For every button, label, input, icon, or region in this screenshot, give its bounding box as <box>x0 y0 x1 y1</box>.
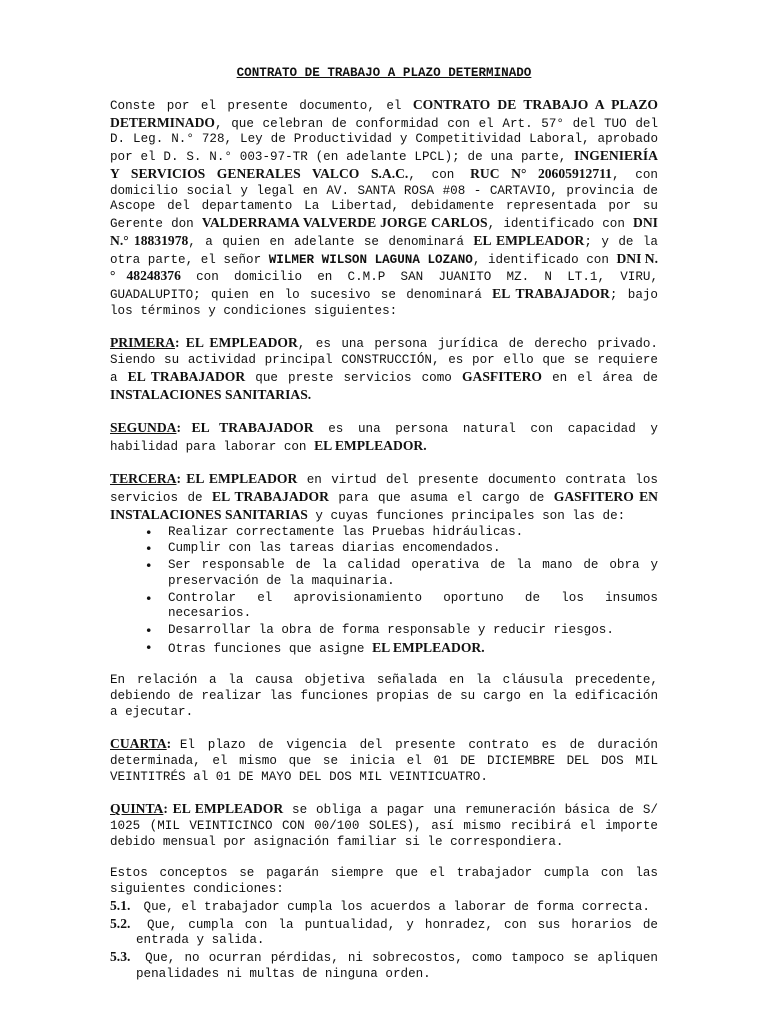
bullet-icon: • <box>145 524 153 540</box>
clause-text: El plazo de vigencia del presente contrato es de duración determinada, el mismo que se inicia el 01 DE DICIEMBRE DEL DOS MIL VEINTITRÉS al 01 DE MAYO DEL DOS MIL VEINTICUATRO. <box>110 738 658 784</box>
conditions-intro: Estos conceptos se pagarán siempre que el trabajador cumpla con las siguientes condiciones: <box>110 866 658 896</box>
worker-dni: DNI N.° 48248376 <box>110 250 658 284</box>
function-text: Otras funciones que asigne <box>168 641 373 656</box>
job-title: GASFITERO <box>461 368 543 384</box>
bullet-icon: • <box>145 558 153 573</box>
clause-text: en el área de <box>542 370 658 385</box>
employer-term: EL EMPLEADOR <box>185 335 298 351</box>
list-item <box>110 525 658 541</box>
condition-text: Que, el trabajador cumpla los acuerdos a laborar de forma correcta. <box>136 899 650 914</box>
worker-term: EL TRABAJADOR <box>212 489 329 504</box>
function-text: Desarrollar la obra de forma responsable y reducir riesgos. <box>168 623 614 637</box>
clause-text: es una persona natural con capacidad y habilidad para laborar con <box>110 422 658 454</box>
clause-primera <box>110 335 658 404</box>
list-item <box>110 949 658 983</box>
function-text: Cumplir con las tareas diarias encomendados. <box>168 541 501 556</box>
condition-text: Que, no ocurran pérdidas, ni sobrecostos, como tampoco se apliquen penalidades ni multas de ninguna orden. <box>136 951 658 981</box>
intro-text: , con domicilio social y legal en AV. SANTA ROSA #08 - CARTAVIO, provincia de Ascope del departamento La Libertad, debidamente representada por su Gerente don <box>110 167 658 231</box>
list-item <box>110 541 658 557</box>
clause-cuarta <box>110 736 658 785</box>
clause-label: PRIMERA <box>110 335 175 351</box>
item-number: 5.3. <box>110 949 131 964</box>
clause-quinta <box>110 801 658 850</box>
clause-segunda <box>110 420 658 456</box>
clause-colon: : <box>176 471 187 487</box>
manager-dni: DNI N.° 18831978 <box>110 215 658 248</box>
clause-label: SEGUNDA <box>110 420 177 435</box>
item-number: 5.2. <box>110 915 131 931</box>
contract-page <box>110 66 658 983</box>
manager-name: VALDERRAMA VALVERDE JORGE CARLOS <box>201 215 488 230</box>
employer-term: EL EMPLEADOR. <box>372 639 485 655</box>
intro-text: ; bajo los términos y condiciones siguientes: <box>110 288 658 318</box>
employer-term: EL EMPLEADOR. <box>314 437 427 453</box>
clause-text: en virtud del presente documento contrata los servicios de <box>110 473 658 505</box>
job-title: GASFITERO EN INSTALACIONES SANITARIAS <box>110 489 658 522</box>
item-number: 5.1. <box>110 897 131 913</box>
list-item <box>110 898 658 916</box>
employer-term: EL EMPLEADOR <box>473 232 585 248</box>
intro-text: con domicilio en C.M.P SAN JUANITO MZ. N LT.1, VIRU, GUADALUPITO; quien en lo sucesivo se denominará <box>110 270 658 302</box>
clause-label: CUARTA <box>110 736 167 752</box>
worker-term: EL TRABAJADOR <box>492 286 610 301</box>
list-item <box>110 916 658 950</box>
clause-label: TERCERA <box>110 471 177 487</box>
contract-type: CONTRATO DE TRABAJO A PLAZO DETERMINADO <box>110 96 658 130</box>
clause-text: para que asuma el cargo de <box>328 491 554 505</box>
causa-objetiva-paragraph: En relación a la causa objetiva señalada en la cláusula precedente, debiendo de realizar las funciones propias de su cargo en la edificación a ejecutar. <box>110 673 658 719</box>
conditions-list <box>110 898 658 983</box>
intro-text: ; y de la otra parte, el señor <box>110 234 658 267</box>
clause-colon: : <box>166 736 180 752</box>
clause-text: , es una persona jurídica de derecho privado. Siendo su actividad principal CONSTRUCCIÓN, es por ello que se requiere a <box>110 337 658 385</box>
list-item <box>110 558 658 590</box>
clause-text: y cuyas funciones principales son las de: <box>307 508 626 523</box>
clause-colon: : <box>174 335 186 351</box>
document-title: CONTRATO DE TRABAJO A PLAZO DETERMINADO <box>236 66 532 80</box>
worker-name: WILMER WILSON LAGUNA LOZANO <box>268 252 473 267</box>
intro-text: , con <box>408 167 471 182</box>
clause-label: QUINTA <box>110 801 164 817</box>
clause-colon: : <box>163 801 173 817</box>
employer-ruc: RUC N° 20605912711 <box>470 165 612 181</box>
work-area: INSTALACIONES SANITARIAS. <box>110 386 312 402</box>
list-item <box>110 640 658 658</box>
employer-company-name: INGENIERÍA Y SERVICIOS GENERALES VALCO S.A.C. <box>110 148 658 181</box>
intro-text: , que celebran de conformidad con el Art. 57° del TUO del D. Leg. N.° 728, Ley de Productividad y Competitividad Laboral, aprobado por el D. S. N.° 003-97-TR (en adelante LPCL); de una parte, <box>110 116 658 164</box>
list-item <box>110 591 658 623</box>
worker-term: EL TRABAJADOR <box>127 368 246 384</box>
bullet-icon: • <box>145 623 153 638</box>
bullet-icon: • <box>145 639 153 655</box>
clause-colon: : <box>176 420 192 435</box>
clause-tercera <box>110 471 658 524</box>
intro-text: , identificado con <box>472 252 617 267</box>
intro-paragraph <box>110 97 658 320</box>
employer-term: EL EMPLEADOR <box>172 801 284 817</box>
intro-text: , identificado con <box>487 217 634 231</box>
bullet-icon: • <box>145 541 153 557</box>
condition-text: Que, cumpla con la puntualidad, y honradez, con sus horarios de entrada y salida. <box>136 917 658 948</box>
bullet-icon: • <box>145 590 153 606</box>
worker-term: EL TRABAJADOR <box>191 420 314 435</box>
employer-term: EL EMPLEADOR <box>186 471 298 487</box>
intro-text: , a quien en adelante se denominará <box>188 234 474 249</box>
functions-list <box>110 525 658 658</box>
clause-text: que preste servicios como <box>245 370 462 385</box>
intro-text: Conste por el presente documento, el <box>110 98 413 113</box>
function-text: Controlar el aprovisionamiento oportuno de los insumos necesarios. <box>168 590 658 621</box>
function-text: Ser responsable de la calidad operativa de la mano de obra y preservación de la maquinaria. <box>168 558 658 588</box>
function-text: Realizar correctamente las Pruebas hidráulicas. <box>168 524 524 539</box>
list-item <box>110 623 658 639</box>
clause-text: se obliga a pagar una remuneración básica de S/ 1025 (MIL VEINTICINCO CON 00/100 SOLES), así mismo recibirá el importe debido mensual por asignación familiar si le correspondiera. <box>110 803 658 849</box>
